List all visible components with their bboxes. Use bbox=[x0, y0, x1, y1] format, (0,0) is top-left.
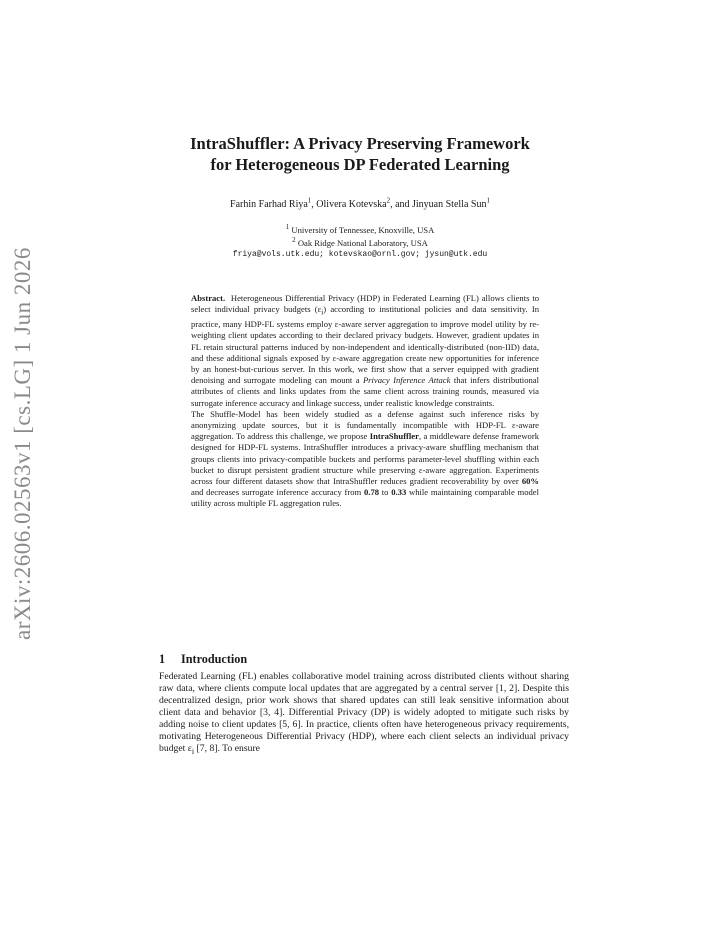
text-run: that infers distributional attributes of clients and links updates from the same client across training rounds, measured via surrogate inference accuracy and linkage success, under realistic knowledge constraints. bbox=[191, 375, 539, 408]
text-run: [7, 8]. To ensure bbox=[194, 743, 260, 755]
emphasis: Privacy Inference Attack bbox=[362, 375, 451, 386]
text-run: while maintaining comparable model utility across multiple FL aggregation rules. bbox=[191, 487, 539, 509]
text-run: ) according to institutional policies and data sensitivity. In practice, many HDP-FL systems employ ε-aware server aggregation to improve model utility by re-weighting client updates according to their declared privacy budgets. However, gradient updates in FL retain structural patterns induced by non-independent and identically-distributed (non-IID) data, and these additional signals exposed by ε-aware aggregation create new opportunities for inference by an honest-but-curious server. In this work, we first show that a server equipped with gradient denoising and surrogate modeling can mount a bbox=[191, 304, 539, 386]
text-run: to bbox=[379, 487, 392, 498]
body-paragraph bbox=[159, 671, 569, 758]
author-name: Farhin Farhad Riya bbox=[230, 199, 308, 210]
result-value: 0.78 bbox=[364, 487, 380, 498]
author-name: Olivera Kotevska bbox=[316, 199, 387, 210]
result-value: 60% bbox=[521, 475, 539, 486]
affiliation-number: 2 bbox=[292, 235, 296, 244]
affiliation-marker: 1 bbox=[307, 196, 312, 205]
text-run: , a middleware defense framework designed for HDP-FL systems. IntraShuffler introduces a privacy-aware shuffling mechanism that groups clients into privacy-compatible buckets and performs parameter-level shuffling within each bucket to disrupt persistent gradient structure while preserving ε-aware aggregation. Experiments across four different datasets show that IntraShuffler reduces gradient recoverability by over bbox=[191, 431, 539, 486]
text-run: Federated Learning (FL) enables collaborative model training across distributed clients without sharing raw data, where clients compute local updates that are aggregated by a central server [1, 2]. Despite this decentralized design, prior work shows that shared updates can still leak sensitive information about client data and behavior [3, 4]. Differential Privacy (DP) is widely adopted to mitigate such risks by adding noise to client updates [5, 6]. In practice, clients often have heterogeneous privacy requirements, motivating Heterogeneous Differential Privacy (HDP), where each client selects an individual privacy budget ε bbox=[159, 671, 569, 755]
abstract-label: Abstract. bbox=[191, 293, 226, 303]
affiliation-text: University of Tennessee, Knoxville, USA bbox=[291, 225, 435, 235]
abstract-paragraph bbox=[191, 409, 539, 510]
affiliation-marker: 1 bbox=[486, 196, 490, 205]
result-value: 0.33 bbox=[391, 487, 407, 498]
title-line-1: IntraShuffler: A Privacy Preserving Framework bbox=[190, 134, 530, 153]
affiliation-marker: 2 bbox=[386, 196, 391, 205]
framework-name: IntraShuffler bbox=[369, 431, 419, 442]
paper-title bbox=[0, 133, 720, 175]
arxiv-identifier: arXiv:2606.02563v1 [cs.LG] 1 Jun 2026 bbox=[10, 247, 35, 640]
affiliation-1 bbox=[0, 224, 720, 237]
text-run: and decreases surrogate inference accuracy from bbox=[191, 487, 364, 498]
section-body bbox=[159, 671, 569, 758]
author-separator: , bbox=[311, 199, 317, 210]
author-emails: friya@vols.utk.edu; kotevskao@ornl.gov; jysun@utk.edu bbox=[232, 250, 488, 259]
subscript: i bbox=[321, 308, 324, 317]
section-number: 1 bbox=[159, 652, 166, 666]
abstract-paragraph bbox=[191, 293, 539, 409]
author-list bbox=[0, 196, 720, 210]
affiliation-text: Oak Ridge National Laboratory, USA bbox=[297, 237, 428, 248]
title-line-2: for Heterogeneous DP Federated Learning bbox=[210, 155, 510, 174]
abstract bbox=[191, 293, 539, 510]
section-heading bbox=[159, 652, 247, 667]
author-name: Jinyuan Stella Sun bbox=[412, 199, 487, 210]
subscript: i bbox=[191, 747, 195, 757]
affiliation-number: 1 bbox=[285, 223, 290, 232]
author-separator: , and bbox=[390, 199, 413, 210]
text-run: The Shuffle-Model has been widely studied as a defense against such inference risks by anonymizing update sources, but it is fundamentally incompatible with HDP-FL ε-aware aggregation. To address this challenge, we propose bbox=[191, 408, 539, 442]
affiliations bbox=[0, 224, 720, 262]
section-title: Introduction bbox=[181, 652, 248, 666]
affiliation-2 bbox=[0, 237, 720, 250]
text-run: Heterogeneous Differential Privacy (HDP) in Federated Learning (FL) allows clients to select individual privacy budgets (ε bbox=[191, 293, 540, 315]
